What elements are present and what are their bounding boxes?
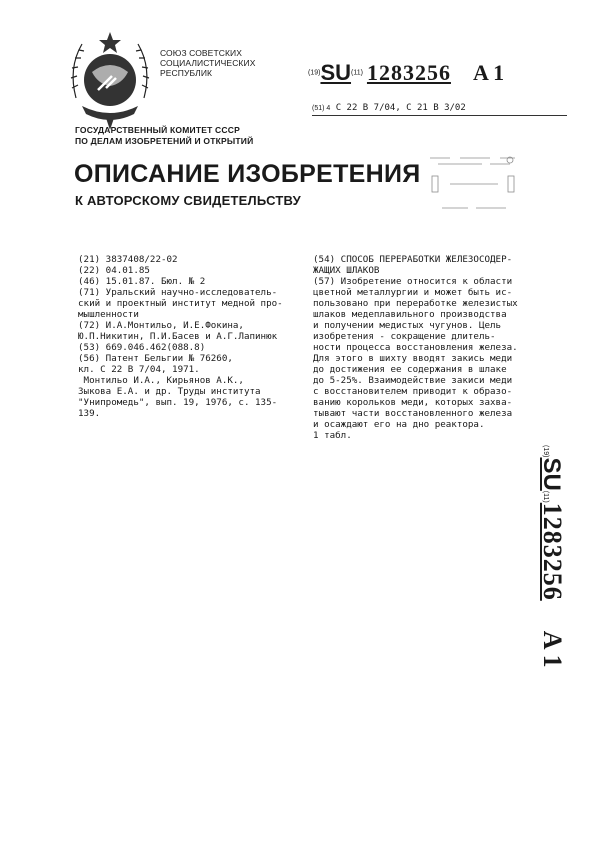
patent-number: 1283256 (366, 60, 451, 85)
country-code: SU (320, 60, 352, 85)
code-11: (11) (351, 69, 363, 77)
vertical-patent-number-value: 1283256 (538, 502, 567, 601)
ussr-caption (160, 48, 255, 78)
ipc-code: (51) 4 (312, 105, 331, 112)
ussr-emblem-icon (62, 28, 158, 132)
ipc-classes: С 22 В 7/04, С 21 В 3/02 (335, 103, 466, 113)
biblio-line: ский и проектный институт медной про- (78, 298, 283, 309)
library-stamp-icon (420, 150, 530, 220)
abstract-line: (57) Изобретение относится к области (313, 276, 513, 287)
biblio-line: (56) Патент Бельгии № 76260, (78, 353, 233, 364)
code-19: (19) (308, 69, 321, 77)
vertical-country-code: SU (538, 457, 565, 491)
vertical-patent-kind: A 1 (538, 630, 567, 668)
biblio-line: "Унипромедь", вып. 19, 1976, с. 135- (78, 397, 278, 408)
biblio-line: (71) Уральский научно-исследователь- (78, 287, 278, 298)
abstract-line: и получении медистых чугунов. Цель (313, 320, 502, 331)
abstract-line: Для этого в шихту вводят закись меди (313, 353, 513, 364)
vertical-code-11: (11) (542, 490, 549, 503)
biblio-line: (46) 15.01.87. Бюл. № 2 (78, 276, 206, 287)
abstract (313, 254, 548, 441)
abstract-line: ванию корольков меди, которых захва- (313, 397, 513, 408)
biblio-line: Ю.П.Никитин, П.И.Басев и А.Г.Лапинюк (78, 331, 278, 342)
patent-kind: A 1 (472, 60, 505, 85)
bibliographic-data (78, 254, 310, 419)
biblio-line: Зыкова Е.А. и др. Труды института (78, 386, 261, 397)
abstract-line: шлаков медеплавильного производства (313, 309, 507, 320)
biblio-line: (21) 3837408/22-02 (78, 254, 178, 265)
abstract-line: 1 табл. (313, 430, 352, 441)
abstract-line: до 5-25%. Взаимодействие закиси меди (313, 375, 513, 386)
abstract-line: (54) СПОСОБ ПЕРЕРАБОТКИ ЖЕЛЕЗОСОДЕР- (313, 254, 513, 265)
committee-line: ПО ДЕЛАМ ИЗОБРЕТЕНИЙ И ОТКРЫТИЙ (75, 136, 254, 146)
biblio-line: 139. (78, 408, 101, 419)
patent-number-block (308, 60, 504, 86)
ussr-line: РЕСПУБЛИК (160, 68, 213, 78)
biblio-line: (72) И.А.Монтильо, И.Е.Фокина, (78, 320, 244, 331)
biblio-line: мышленности (78, 309, 139, 320)
ipc-underline (312, 115, 567, 116)
abstract-line: тывают части восстановленного железа (313, 408, 513, 419)
abstract-line: до достижения ее содержания в шлаке (313, 364, 507, 375)
abstract-line: ЖАЩИХ ШЛАКОВ (313, 265, 380, 276)
abstract-line: пользовано при переработке железистых (313, 298, 518, 309)
abstract-line: цветной металлургии и может быть ис- (313, 287, 513, 298)
abstract-line: и осаждают его на дно реактора. (313, 419, 485, 430)
biblio-line: Монтильо И.А., Кирьянов А.К., (78, 375, 244, 386)
biblio-line: (53) 669.046.462(088.8) (78, 342, 206, 353)
biblio-line: (22) 04.01.85 (78, 265, 150, 276)
abstract-line: изобретения - сокращение длитель- (313, 331, 496, 342)
committee-caption (75, 125, 253, 147)
ipc-classification (312, 103, 466, 113)
committee-line: ГОСУДАРСТВЕННЫЙ КОМИТЕТ СССР (75, 125, 240, 135)
vertical-patent-number (537, 445, 567, 685)
abstract-line: ности процесса восстановления железа. (313, 342, 518, 353)
vertical-code-19: (19) (542, 445, 549, 458)
document-subtitle: К АВТОРСКОМУ СВИДЕТЕЛЬСТВУ (75, 193, 301, 208)
document-title: ОПИСАНИЕ ИЗОБРЕТЕНИЯ (74, 160, 421, 188)
biblio-line: кл. С 22 В 7/04, 1971. (78, 364, 200, 375)
ussr-line: СОЮЗ СОВЕТСКИХ (160, 48, 243, 58)
ussr-line: СОЦИАЛИСТИЧЕСКИХ (160, 58, 256, 68)
abstract-line: с восстановителем приводит к образо- (313, 386, 513, 397)
